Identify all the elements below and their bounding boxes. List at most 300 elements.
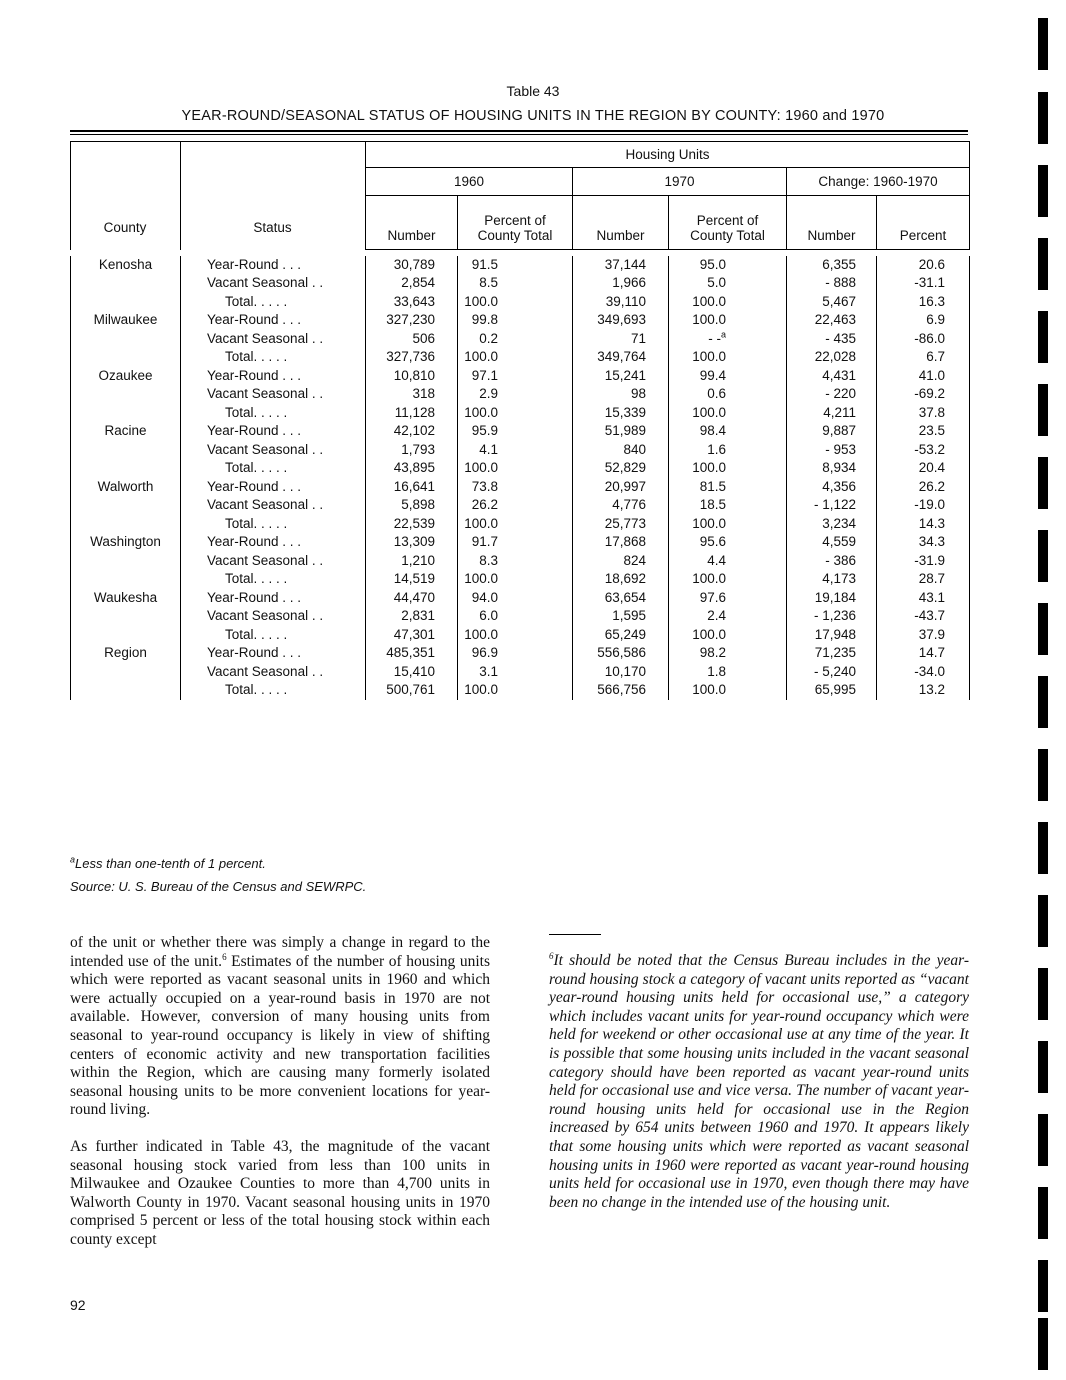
value: 100.0 <box>464 626 498 642</box>
value: 17,948 <box>814 626 856 642</box>
county-total-label: County Total <box>477 228 553 243</box>
value: 37,144 <box>604 256 646 272</box>
value: - 386 <box>825 552 856 568</box>
change-percent-cell <box>877 533 970 589</box>
value: 18,692 <box>604 571 646 586</box>
value: 8.3 <box>479 552 498 568</box>
value: - 888 <box>825 275 856 290</box>
number-1960-cell <box>366 311 458 367</box>
county-name: Racine <box>104 423 147 438</box>
value: 500,761 <box>386 682 435 697</box>
value: 4,173 <box>822 571 856 586</box>
year-1960-header: 1960 <box>366 168 573 196</box>
footnote-6 <box>549 952 969 1212</box>
value: 98.2 <box>699 645 726 660</box>
value: 2,831 <box>401 608 435 623</box>
value: 5.0 <box>707 275 726 290</box>
percent-1960-cell <box>458 644 573 700</box>
value: 99.4 <box>699 367 726 383</box>
value: 100.0 <box>692 293 726 309</box>
value: 95.9 <box>471 423 498 438</box>
number-1970-cell <box>573 589 669 645</box>
percent-1960-cell <box>458 478 573 534</box>
value: 556,586 <box>597 645 646 660</box>
footnote-marker: a <box>720 329 726 339</box>
status-vacant-seasonal: Vacant Seasonal . . <box>207 608 324 623</box>
housing-units-header: Housing Units <box>366 142 970 168</box>
value: 52,829 <box>604 460 646 475</box>
value: 25,773 <box>604 515 646 531</box>
value: 33,643 <box>393 293 435 309</box>
value: 91.7 <box>471 534 498 549</box>
value: 11,128 <box>394 404 435 420</box>
value: 6.0 <box>479 608 498 623</box>
value: 43,895 <box>393 460 435 475</box>
title-rule-thick <box>70 130 968 132</box>
value: 14,519 <box>393 571 435 586</box>
value: 47,301 <box>393 626 435 642</box>
value: 15,339 <box>604 404 646 420</box>
value: 824 <box>623 552 646 568</box>
value: 9,887 <box>822 423 856 438</box>
edge-mark <box>1038 1260 1048 1312</box>
value: 15,410 <box>393 663 435 679</box>
edge-mark <box>1038 1187 1048 1239</box>
value: 99.8 <box>471 312 498 327</box>
value: 13,309 <box>393 534 435 549</box>
number-1970-header: Number <box>573 196 669 250</box>
percent-1960-cell <box>458 256 573 312</box>
value: 22,028 <box>814 349 856 364</box>
change-number-cell <box>787 422 877 478</box>
number-1970-cell <box>573 478 669 534</box>
county-row <box>71 644 970 700</box>
number-1970-cell <box>573 256 669 312</box>
value: -69.2 <box>914 386 946 401</box>
county-row <box>71 533 970 589</box>
value: 318 <box>412 386 435 401</box>
percent-1960-cell <box>458 367 573 423</box>
edge-mark <box>1038 457 1048 509</box>
value: 100.0 <box>464 515 498 531</box>
value: -53.2 <box>914 441 946 457</box>
value: 506 <box>412 330 435 346</box>
change-number-cell <box>787 256 877 312</box>
percent-1970-header <box>669 196 787 250</box>
value: 4,211 <box>823 404 856 420</box>
value: -86.0 <box>914 330 946 346</box>
value: 26.2 <box>471 497 498 512</box>
value: 100.0 <box>464 460 498 475</box>
paragraph-text: Estimates of the number of housing units which were reported as vacant seasonal units in 1960 and which were actually occupied on a year-round basis in 1970 are not available. However, conversion of many housing units from seasonal to year-round occupancy is likely in view of shifting centers of economic activity and new transportation facilities within the Region, which are causing many formerly isolated seasonal housing units to be more convenient locations for year-round living. <box>70 952 490 1119</box>
value: 2.9 <box>479 386 498 401</box>
county-row <box>71 367 970 423</box>
value: - 435 <box>825 330 856 346</box>
value: 840 <box>623 441 646 457</box>
value: 3.1 <box>479 663 498 679</box>
status-cell <box>181 311 366 367</box>
county-name-cell <box>71 311 181 367</box>
value: 100.0 <box>692 404 726 420</box>
change-percent-cell <box>877 311 970 367</box>
edge-mark <box>1038 968 1048 1020</box>
change-header: Change: 1960-1970 <box>787 168 970 196</box>
value: 71,235 <box>814 645 856 660</box>
county-name: Milwaukee <box>93 312 158 327</box>
value: 6.7 <box>926 349 946 364</box>
value: 39,110 <box>605 293 646 309</box>
edge-mark <box>1038 1041 1048 1093</box>
value: 20.6 <box>918 256 946 272</box>
value: 4.4 <box>707 552 726 568</box>
value: 6,355 <box>822 256 856 272</box>
change-percent-cell <box>877 367 970 423</box>
status-total: Total. . . . . <box>225 571 288 586</box>
value: -31.1 <box>914 275 946 290</box>
table-number: Table 43 <box>506 83 560 99</box>
edge-mark <box>1038 895 1048 947</box>
value: 16.3 <box>918 293 946 309</box>
value: 73.8 <box>471 478 498 494</box>
body-text-left-column <box>70 934 490 1250</box>
county-row <box>71 589 970 645</box>
percent-1970-cell <box>669 589 787 645</box>
county-name: Kenosha <box>98 256 153 272</box>
status-cell <box>181 422 366 478</box>
status-year-round: Year-Round . . . <box>207 256 302 272</box>
change-percent-header: Percent <box>877 196 970 250</box>
value: 100.0 <box>464 404 498 420</box>
value: 566,756 <box>597 682 646 697</box>
change-percent-cell <box>877 422 970 478</box>
value: -34.0 <box>914 663 946 679</box>
value: 100.0 <box>692 682 726 697</box>
status-vacant-seasonal: Vacant Seasonal . . <box>207 552 324 568</box>
value: 100.0 <box>464 349 498 364</box>
percent-1960-cell <box>458 422 573 478</box>
percent-1960-cell <box>458 589 573 645</box>
value: 44,470 <box>393 589 435 605</box>
county-name-cell <box>71 367 181 423</box>
value: 1,595 <box>612 608 646 623</box>
status-year-round: Year-Round . . . <box>207 645 302 660</box>
value: 100.0 <box>464 293 498 309</box>
table-title: YEAR-ROUND/SEASONAL STATUS OF HOUSING UNITS IN THE REGION BY COUNTY: 1960 and 1970 <box>181 108 885 124</box>
value: 65,249 <box>604 626 646 642</box>
value: 4,776 <box>612 497 646 512</box>
number-1960-cell <box>366 644 458 700</box>
status-total: Total. . . . . <box>225 626 288 642</box>
value: 8,934 <box>822 460 856 475</box>
paragraph: As further indicated in Table 43, the magnitude of the vacant seasonal housing stock varied from less than 100 units in Milwaukee and Ozaukee Counties to more than 4,700 units in Walworth County in 1970. Vacant seasonal housing units in 1970 comprised 5 percent or less of the total housing stock within each county except <box>70 1137 490 1248</box>
change-percent-cell <box>877 256 970 312</box>
page-number: 92 <box>70 1297 86 1313</box>
value: 13.2 <box>918 682 946 697</box>
status-vacant-seasonal: Vacant Seasonal . . <box>207 663 324 679</box>
change-percent-cell <box>877 478 970 534</box>
edge-mark <box>1038 384 1048 436</box>
number-1970-cell <box>573 311 669 367</box>
title-rule-thin <box>70 134 968 135</box>
status-column-label: Status <box>253 220 292 235</box>
county-column-label: County <box>103 220 147 235</box>
value: 100.0 <box>464 682 498 697</box>
change-number-cell <box>787 311 877 367</box>
table-footnote-a <box>70 856 266 871</box>
value: 4,559 <box>822 534 856 549</box>
value: 14.7 <box>918 645 946 660</box>
county-name-cell <box>71 478 181 534</box>
value: 349,764 <box>597 349 646 364</box>
footnote-marker: a <box>70 854 76 865</box>
number-1960-cell <box>366 256 458 312</box>
value: 95.0 <box>699 256 726 272</box>
edge-mark <box>1038 311 1048 363</box>
value: 100.0 <box>692 312 726 327</box>
value: 5,467 <box>822 293 856 309</box>
value: 4,356 <box>822 478 856 494</box>
edge-mark <box>1038 530 1048 582</box>
county-name: Region <box>104 645 147 660</box>
value: 91.5 <box>471 256 498 272</box>
status-year-round: Year-Round . . . <box>207 423 302 438</box>
value: 98 <box>630 386 646 401</box>
footnote-a-text: Less than one-tenth of 1 percent. <box>75 856 266 871</box>
county-name-cell <box>71 533 181 589</box>
status-total: Total. . . . . <box>225 293 288 309</box>
county-row <box>71 311 970 367</box>
value: 51,989 <box>604 423 646 438</box>
status-total: Total. . . . . <box>225 460 288 475</box>
value: 22,539 <box>393 515 435 531</box>
change-percent-cell <box>877 644 970 700</box>
value: - 1,236 <box>813 608 856 623</box>
county-row <box>71 256 970 312</box>
value: 63,654 <box>604 589 646 605</box>
percent-1970-cell <box>669 367 787 423</box>
status-cell <box>181 256 366 312</box>
status-total: Total. . . . . <box>225 349 288 364</box>
value: 22,463 <box>814 312 856 327</box>
change-number-cell <box>787 589 877 645</box>
value: 94.0 <box>471 589 498 605</box>
percent-1960-header <box>458 196 573 250</box>
status-total: Total. . . . . <box>225 682 288 697</box>
county-name: Washington <box>90 534 161 549</box>
value: 18.5 <box>699 497 726 512</box>
change-number-cell <box>787 533 877 589</box>
edge-mark <box>1038 1318 1048 1370</box>
value: 100.0 <box>692 460 726 475</box>
percent-1970-cell <box>669 478 787 534</box>
value: 95.6 <box>699 534 726 549</box>
value: 97.1 <box>471 367 498 383</box>
value: 20,997 <box>604 478 646 494</box>
percent-1970-cell <box>669 422 787 478</box>
value: 4,431 <box>822 367 856 383</box>
value: -31.9 <box>914 552 946 568</box>
number-1970-cell <box>573 644 669 700</box>
value: 28.7 <box>918 571 946 586</box>
footnote-rule <box>549 934 601 935</box>
value: 1.8 <box>707 663 726 679</box>
value: 0.2 <box>479 330 498 346</box>
number-1960-cell <box>366 589 458 645</box>
edge-mark <box>1038 18 1048 70</box>
value: 5,898 <box>401 497 435 512</box>
value: 327,736 <box>386 349 435 364</box>
county-name-cell <box>71 422 181 478</box>
value: 43.1 <box>918 589 946 605</box>
value: 26.2 <box>918 478 946 494</box>
county-row <box>71 422 970 478</box>
status-cell <box>181 478 366 534</box>
status-vacant-seasonal: Vacant Seasonal . . <box>207 497 324 512</box>
status-cell <box>181 589 366 645</box>
status-vacant-seasonal: Vacant Seasonal . . <box>207 386 324 401</box>
value: 30,789 <box>393 256 435 272</box>
change-percent-cell <box>877 589 970 645</box>
county-name: Walworth <box>97 478 154 494</box>
value: 10,170 <box>604 663 646 679</box>
percent-of-label: Percent of <box>484 213 546 228</box>
number-1960-cell <box>366 422 458 478</box>
value: - 953 <box>825 441 856 457</box>
value: 97.6 <box>699 589 726 605</box>
value: 41.0 <box>918 367 946 383</box>
value: 96.9 <box>471 645 498 660</box>
value: 100.0 <box>692 349 726 364</box>
value: 100.0 <box>692 626 726 642</box>
status-year-round: Year-Round . . . <box>207 478 302 494</box>
status-vacant-seasonal: Vacant Seasonal . . <box>207 275 324 290</box>
status-vacant-seasonal: Vacant Seasonal . . <box>207 330 324 346</box>
county-name: Ozaukee <box>98 367 153 383</box>
status-year-round: Year-Round . . . <box>207 312 302 327</box>
value: 65,995 <box>814 682 856 697</box>
change-number-cell <box>787 644 877 700</box>
edge-mark <box>1038 603 1048 655</box>
percent-1970-cell <box>669 311 787 367</box>
county-name: Waukesha <box>93 589 158 605</box>
number-1960-header: Number <box>366 196 458 250</box>
percent-1970-cell <box>669 256 787 312</box>
edge-mark <box>1038 238 1048 290</box>
value: 10,810 <box>393 367 435 383</box>
footnote-6-marker: 6 <box>549 950 554 961</box>
paragraph-text: of the unit or whether there was simply a change in regard to the intended use of the unit. <box>70 934 490 970</box>
value: 4.1 <box>479 441 498 457</box>
value: -43.7 <box>914 608 946 623</box>
year-1970-header: 1970 <box>573 168 787 196</box>
percent-of-label: Percent of <box>696 213 759 228</box>
change-number-header: Number <box>787 196 877 250</box>
percent-1960-cell <box>458 311 573 367</box>
value: 17,868 <box>604 534 646 549</box>
number-1960-cell <box>366 533 458 589</box>
footnote-ref: 6 <box>222 951 227 962</box>
edge-mark <box>1038 676 1048 728</box>
value: 2.4 <box>707 608 726 623</box>
value: - 5,240 <box>813 663 856 679</box>
value: 1,210 <box>401 552 435 568</box>
number-1970-cell <box>573 422 669 478</box>
footnote-6-text: It should be noted that the Census Bureau includes in the year-round housing stock a category of vacant units reported as “vacant year-round housing units held for occasional use,” a category which includes vacant units for year-round occupancy which were held for weekend or other occasional use at any time of the year. It is possible that some housing units included in the vacant seasonal category should have been reported as vacant year-round units held for occasional use and vice versa. The number of vacant year-round housing units held for occasional use in the Region increased by 654 units between 1960 and 1970. It appears likely that some housing units which were reported as vacant seasonal housing units in 1960 were reported as vacant year-round housing units held for occasional use in 1970, even though there may have been no change in the intended use of the housing unit. <box>549 952 969 1211</box>
value: 1,793 <box>401 441 435 457</box>
status-vacant-seasonal: Vacant Seasonal . . <box>207 441 324 457</box>
county-label-spacer <box>71 190 181 196</box>
change-number-cell <box>787 367 877 423</box>
value: 100.0 <box>464 571 498 586</box>
change-number-cell <box>787 478 877 534</box>
value: 1.6 <box>707 441 726 457</box>
value: 34.3 <box>918 534 946 549</box>
number-1970-cell <box>573 367 669 423</box>
value: 0.6 <box>707 386 726 401</box>
footnote-6-column <box>549 952 969 1212</box>
value: 2,854 <box>401 275 435 290</box>
county-name-cell <box>71 256 181 312</box>
percent-1970-cell <box>669 533 787 589</box>
value: 19,184 <box>814 589 856 605</box>
value: 37.8 <box>918 404 946 420</box>
county-total-label: County Total <box>690 228 765 243</box>
value: 42,102 <box>393 423 435 438</box>
value: 8.5 <box>479 275 498 290</box>
value: 100.0 <box>692 571 726 586</box>
value: 1,966 <box>612 275 646 290</box>
county-row <box>71 478 970 534</box>
status-cell <box>181 533 366 589</box>
value: - 220 <box>825 386 856 401</box>
value: 3,234 <box>822 515 856 531</box>
number-1960-cell <box>366 478 458 534</box>
value: 327,230 <box>386 312 435 327</box>
value: 37.9 <box>918 626 946 642</box>
table-source: Source: U. S. Bureau of the Census and SEWRPC. <box>70 879 367 894</box>
county-name-cell <box>71 589 181 645</box>
percent-1970-cell <box>669 644 787 700</box>
status-total: Total. . . . . <box>225 404 288 420</box>
county-name-cell <box>71 644 181 700</box>
number-1960-cell <box>366 367 458 423</box>
scan-edge-marks <box>1038 0 1052 1380</box>
value: 485,351 <box>386 645 435 660</box>
value: 349,693 <box>597 312 646 327</box>
number-1970-cell <box>573 533 669 589</box>
status-total: Total. . . . . <box>225 515 288 531</box>
value: 71 <box>630 330 646 346</box>
paragraph <box>70 934 490 1120</box>
status-year-round: Year-Round . . . <box>207 589 302 605</box>
value: -19.0 <box>914 497 946 512</box>
value: 81.5 <box>699 478 726 494</box>
value: 100.0 <box>692 515 726 531</box>
value: 14.3 <box>918 515 946 531</box>
status-year-round: Year-Round . . . <box>207 367 302 383</box>
value: - 1,122 <box>813 497 856 512</box>
edge-mark <box>1038 165 1048 217</box>
status-cell <box>181 367 366 423</box>
edge-mark <box>1038 749 1048 801</box>
edge-mark <box>1038 1114 1048 1166</box>
value: 6.9 <box>926 312 946 327</box>
value: - -$^a$ <box>708 329 726 346</box>
status-cell <box>181 644 366 700</box>
status-year-round: Year-Round . . . <box>207 534 302 549</box>
edge-mark <box>1038 822 1048 874</box>
value: 16,641 <box>393 478 435 494</box>
